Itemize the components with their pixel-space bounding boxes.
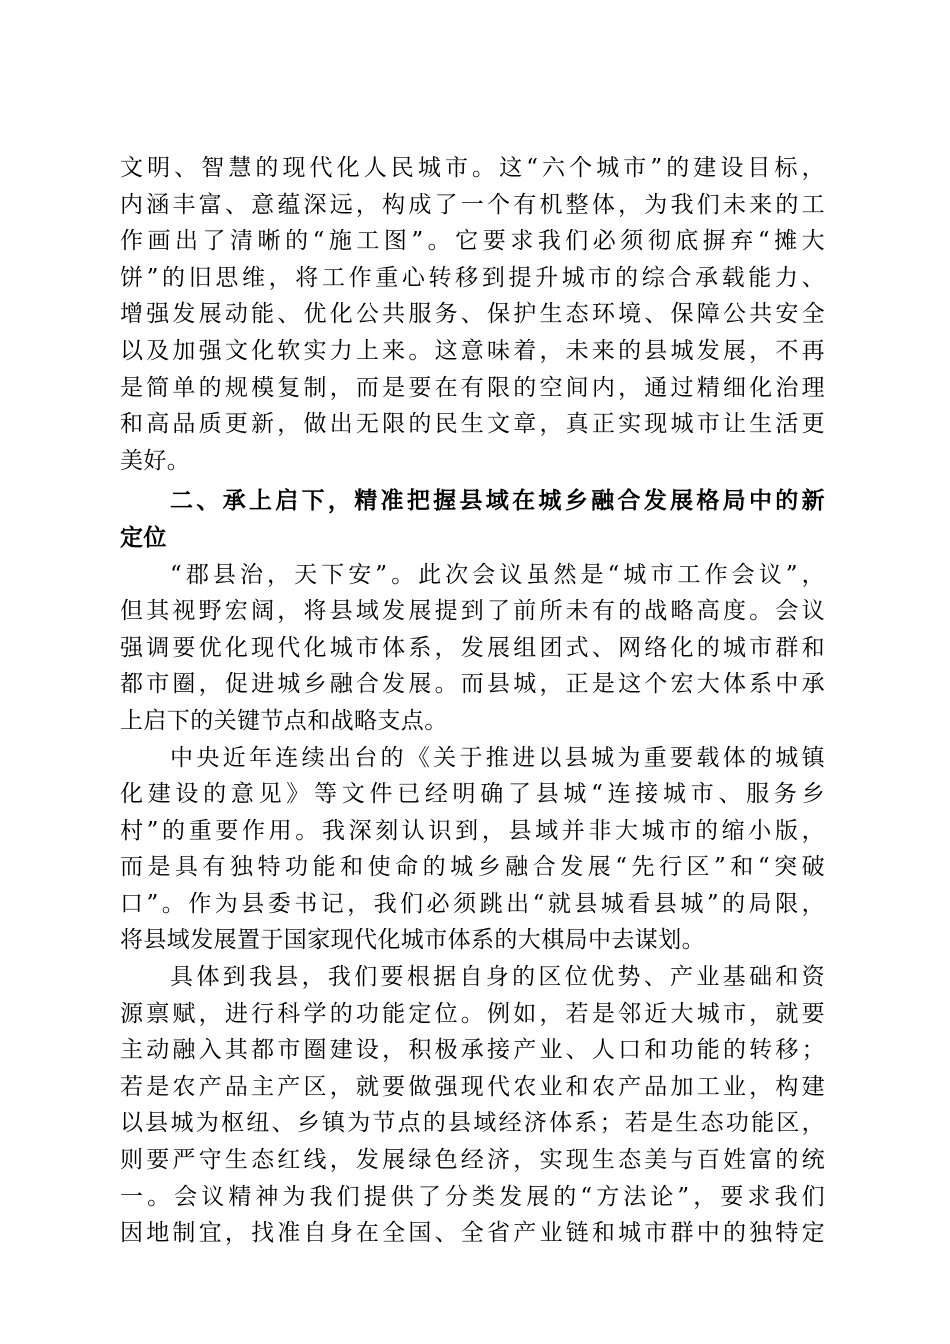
text-line: 主动融入其都市圈建设，积极承接产业、人口和功能的转移； xyxy=(120,1037,825,1064)
text-line: 作画出了清晰的“施工图”。它要求我们必须彻底摒弃“摊大 xyxy=(120,228,825,255)
text-line: 若是农产品主产区，就要做强现代农业和农产品加工业，构建 xyxy=(120,1073,825,1100)
text-line: 是简单的规模复制，而是要在有限的空间内，通过精细化治理 xyxy=(120,374,825,401)
paragraph-2 xyxy=(120,740,825,960)
text-line: 文明、智慧的现代化人民城市。这“六个城市”的建设目标， xyxy=(120,155,825,181)
text-line: 一。会议精神为我们提供了分类发展的“方法论”，要求我们 xyxy=(120,1183,825,1210)
text-line: 中央近年连续出台的《关于推进以县城为重要载体的城镇 xyxy=(170,744,825,771)
text-line: 增强发展动能、优化公共服务、保护生态环境、保障公共安全 xyxy=(120,301,825,328)
text-line: 内涵丰富、意蕴深远，构成了一个有机整体，为我们未来的工 xyxy=(120,191,825,218)
paragraph-1 xyxy=(120,557,825,740)
text-line: 将县域发展置于国家现代化城市体系的大棋局中去谋划。 xyxy=(120,927,705,954)
text-line: 但其视野宏阔，将县域发展提到了前所未有的战略高度。会议 xyxy=(120,598,825,625)
text-line: 口”。作为县委书记，我们必须跳出“就县城看县城”的局限， xyxy=(120,890,825,917)
text-line: 因地制宜，找准自身在全国、全省产业链和城市群中的独特定 xyxy=(120,1220,825,1247)
section-heading xyxy=(120,483,825,556)
text-line: 饼”的旧思维，将工作重心转移到提升城市的综合承载能力、 xyxy=(120,264,825,291)
text-line: “郡县治，天下安”。此次会议虽然是“城市工作会议”， xyxy=(170,561,825,588)
text-line: 具体到我县，我们要根据自身的区位优势、产业基础和资 xyxy=(170,964,825,991)
text-line: 则要严守生态红线，发展绿色经济，实现生态美与百姓富的统 xyxy=(120,1147,825,1174)
text-line: 村”的重要作用。我深刻认识到，县域并非大城市的缩小版， xyxy=(120,817,825,844)
paragraph-3 xyxy=(120,959,825,1252)
text-line: 都市圈，促进城乡融合发展。而县城，正是这个宏大体系中承 xyxy=(120,671,825,698)
heading-line: 定位 xyxy=(120,524,167,551)
text-line: 美好。 xyxy=(120,447,191,474)
text-line: 化建设的意见》等文件已经明确了县城“连接城市、服务乡 xyxy=(120,781,825,808)
text-line: 以县城为枢纽、乡镇为节点的县域经济体系；若是生态功能区， xyxy=(120,1110,825,1137)
text-line: 源禀赋，进行科学的功能定位。例如，若是邻近大城市，就要 xyxy=(120,1000,825,1027)
text-line: 而是具有独特功能和使命的城乡融合发展“先行区”和“突破 xyxy=(120,854,825,881)
text-line: 以及加强文化软实力上来。这意味着，未来的县城发展，不再 xyxy=(120,337,825,364)
continued-paragraph xyxy=(120,150,825,479)
text-line: 上启下的关键节点和战略支点。 xyxy=(120,707,448,734)
text-line: 和高品质更新，做出无限的民生文章，真正实现城市让生活更 xyxy=(120,411,825,438)
document-page xyxy=(120,150,825,1252)
heading-line: 二、承上启下，精准把握县域在城乡融合发展格局中的新 xyxy=(170,488,825,515)
text-line: 强调要优化现代化城市体系，发展组团式、网络化的城市群和 xyxy=(120,634,825,661)
